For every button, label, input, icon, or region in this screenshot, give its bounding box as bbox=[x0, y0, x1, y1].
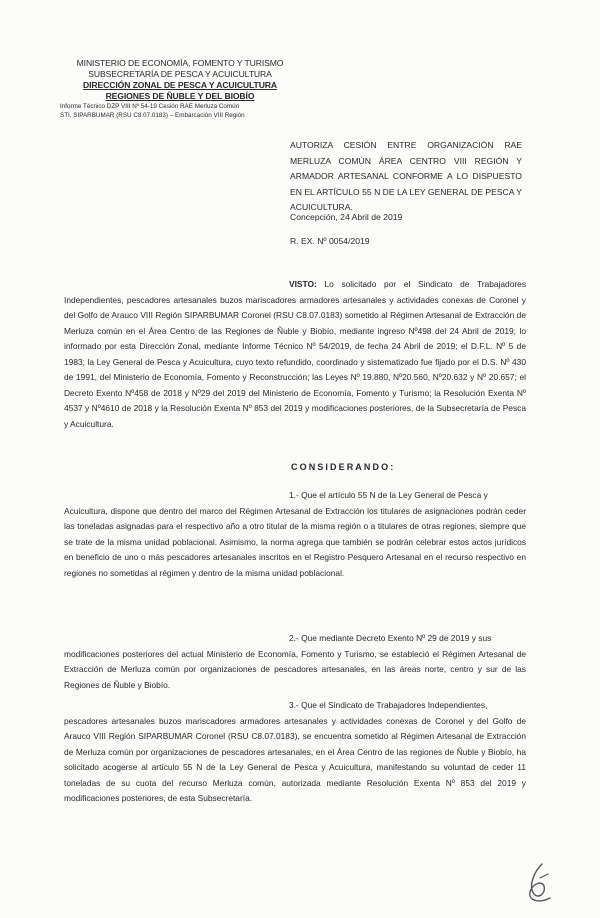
ministry-name: MINISTERIO DE ECONOMÍA, FOMENTO Y TURISMO bbox=[76, 58, 284, 68]
considerando-1-text: Acuicultura, dispone que dentro del marco del Régimen Artesanal de Extracción los titulares de asignaciones podrán ceder las toneladas asignadas para el respectivo año a otro titular de la misma región o a titulares de otras regiones, siempre que se trate de la misma unidad poblacional. Asimismo, la norma agrega que también se podrán celebrar estos actos jurídicos en beneficio de uno o más pescadores artesanales inscritos en el Registro Pesquero Artesanal en el recurso respectivo en regiones no sometidas al régimen y dentro de la misma unidad poblacional. bbox=[64, 505, 526, 578]
visto-label: VISTO: bbox=[289, 279, 317, 289]
considerando-3-lead: 3.- Que el Sindicato de Trabajadores Independientes, bbox=[289, 700, 488, 710]
signature-mark bbox=[520, 860, 560, 908]
considerando-2 bbox=[64, 631, 526, 693]
considerando-3-text: pescadores artesanales buzos mariscadores armadores artesanales y actividades conexas de Coronel y del Golfo de Arauco VIII Región SIPARBUMAR Coronel (RSU C8.07.0183), se encuentra sometido al Régimen Artesanal de Extracción de Merluza común por organizaciones de pescadores artesanales, en el Área Centro de las regiones de Ñuble y Biobío, ha solicitado acogerse al artículo 55 N de la Ley General de Pesca y Acuicultura, manifestando su voluntad de ceder 11 toneladas de su cuota del recurso Merluza común, autorizada mediante Resolución Exenta Nº 853 del 2019 y modificaciones posteriores, de esta Subsecretaría. bbox=[64, 715, 526, 803]
technical-report-reference: Informe Técnico DZP VIII Nº 54-19 Cesión RAE Merluza Común bbox=[60, 103, 240, 110]
subsecretariat-name: SUBSECRETARÍA DE PESCA Y ACUICULTURA bbox=[88, 69, 272, 79]
place-date: Concepción, 24 Abril de 2019 bbox=[290, 212, 403, 222]
resolution-subject: AUTORIZA CESIÓN ENTRE ORGANIZACIÓN RAE MERLUZA COMÚN ÁREA CENTRO VIII REGIÓN Y ARMADOR ARTESANAL CONFORME A LO DISPUESTO EN EL ARTÍCULO 55 N DE LA LEY GENERAL DE PESCA Y ACUICULTURA. bbox=[290, 140, 522, 212]
zonal-directorate-name: DIRECCIÓN ZONAL DE PESCA Y ACUICULTURA bbox=[82, 80, 278, 90]
resolution-number: R. EX. Nº 0054/2019 bbox=[290, 236, 370, 246]
considerando-1 bbox=[64, 488, 526, 581]
visto-text: Lo solicitado por el Sindicato de Trabajadores Independientes, pescadores artesanales buzos mariscadores armadores artesanales y actividades conexas de Coronel y del Golfo de Arauco VIII Región SIPARBUMAR Coronel (RSU C8.07.0183) sometido al Régimen Artesanal de Extracción de Merluza común en el Área Centro de las Regiones de Ñuble y Biobío, mediante ingreso Nº498 del 24 Abril de 2019; lo informado por esta Dirección Zonal, mediante Informe Técnico Nº 54/2019, de fecha 24 Abril de 2019; el D.F.L. Nº 5 de 1983; la Ley General de Pesca y Acuicultura, cuyo texto refundido, coordinado y sistematizado fue fijado por el D.S. Nº 430 de 1991, del Ministerio de Economía, Fomento y Reconstrucción; las Leyes Nº 19.880, Nº20.560, Nº20.632 y Nº 20.657; el Decreto Exento Nº458 de 2018 y Nº29 del 2019 del Ministerio de Economía, Fomento y Turismo; la Resolución Exenta Nº 4537 y Nº4610 de 2018 y la Resolución Exenta Nº 853 del 2019 y modificaciones posteriores, de la Subsecretaría de Pesca y Acuicultura. bbox=[64, 279, 527, 429]
organization-reference: STI. SIPARBUMAR (RSU C8.07.0183) – Embarcación VIII Región bbox=[60, 112, 245, 119]
letterhead bbox=[60, 58, 300, 120]
considerando-1-lead: 1.- Que el artículo 55 N de la Ley General de Pesca y bbox=[289, 490, 488, 500]
considerando-2-lead: 2.- Que mediante Decreto Exento Nº 29 de 2019 y sus bbox=[289, 633, 492, 643]
regions-name: REGIONES DE ÑUBLE Y DEL BIOBÍO bbox=[105, 91, 255, 101]
considerando-2-text: modificaciones posteriores del actual Ministerio de Economía, Fomento y Turismo, se estableció el Régimen Artesanal de Extracción de Merluza común por organizaciones de pescadores artesanales, en las áreas norte, centro y sur de las Regiones de Ñuble y Biobío. bbox=[64, 648, 526, 690]
considerando-3 bbox=[64, 698, 526, 807]
visto-paragraph bbox=[64, 277, 526, 432]
considerando-heading: CONSIDERANDO: bbox=[291, 462, 396, 472]
